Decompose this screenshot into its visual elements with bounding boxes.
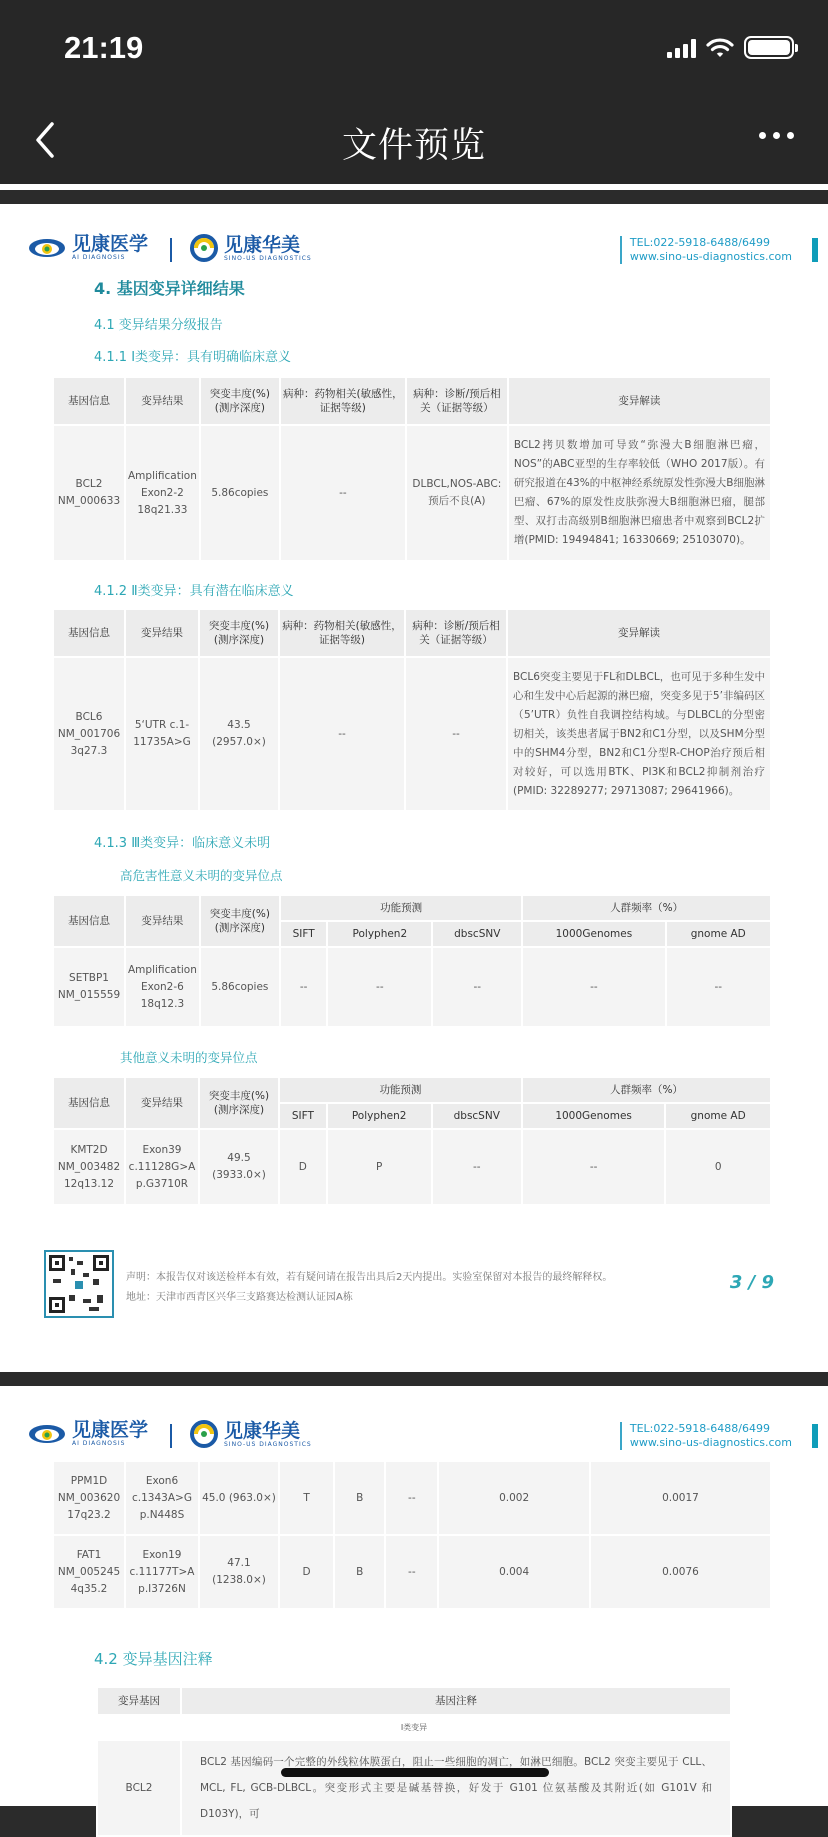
- table-row: [54, 426, 770, 560]
- cell-sift: D: [280, 1130, 326, 1204]
- cell-sift: D: [280, 1536, 333, 1608]
- cell-diag: --: [406, 658, 506, 810]
- cell-poly: P: [328, 1130, 431, 1204]
- class1-subheader: Ⅰ类变异: [98, 1716, 730, 1739]
- footer-statement: 声明：本报告仅对该送检样本有效，若有疑问请在报告出具后2天内提出。实验室保留对本报告的最终解释权。: [126, 1272, 613, 1283]
- cell-1000g: 0.002: [439, 1462, 589, 1534]
- other-label: 其他意义未明的变异位点: [120, 1050, 258, 1065]
- section-heading: 4. 基因变异详细结果: [94, 279, 245, 298]
- status-time: 21:19: [64, 30, 144, 65]
- report-page-3[interactable]: [0, 204, 828, 1372]
- report-header: [28, 1420, 818, 1460]
- cell-dbsc: --: [386, 1462, 437, 1534]
- cell-sift: T: [280, 1462, 333, 1534]
- logo-separator: [170, 1424, 172, 1448]
- cell-freq: 5.86copies: [201, 948, 279, 1026]
- table-row: [54, 1536, 770, 1608]
- col-freq: 突变丰度(%)(测序深度): [200, 610, 278, 656]
- col-diag: 病种：诊断/预后相关（证据等级）: [406, 610, 506, 656]
- logo2-name: 见康华美: [224, 1419, 301, 1442]
- logo-separator: [170, 238, 172, 262]
- table-row: [54, 948, 770, 1026]
- qr-code-icon: [44, 1250, 114, 1318]
- section-4-1-2: 4.1.2 Ⅱ类变异：具有潜在临床意义: [94, 584, 294, 599]
- cell-result: 5‘UTR c.1-11735A>G: [126, 658, 198, 810]
- logo1-name: 见康医学: [72, 1419, 149, 1441]
- col-1000g: 1000Genomes: [523, 1104, 664, 1128]
- cell-anno-gene: BCL2: [98, 1741, 180, 1835]
- cell-interp: BCL2拷贝数增加可导致“弥漫大B细胞淋巴瘤，NOS”的ABC亚型的生存率较低（WHO 2017版）。有研究报道在43%的中枢神经系统原发性弥漫大B细胞淋巴瘤、67%的原发性皮肤弥漫大B细胞淋巴瘤，腿部型、双打击高级别B细胞淋巴瘤患者中观察到BCL2扩增(PMID: 19494841; 16330669; 25103070)。: [509, 426, 770, 560]
- col-pop: 人群频率（%）: [523, 896, 770, 920]
- cell-gene: BCL2 NM_000633: [54, 426, 124, 560]
- cell-result: Exon6 c.1343A>G p.N448S: [126, 1462, 198, 1534]
- cell-diag: DLBCL,NOS-ABC:预后不良(A): [407, 426, 507, 560]
- col-result: 变异结果: [126, 896, 199, 946]
- class1-table: [52, 376, 772, 562]
- cell-gene: KMT2D NM_003482 12q13.12: [54, 1130, 124, 1204]
- logo2-sub: SINO-US DIAGNOSTICS: [224, 1440, 312, 1448]
- col-interp: 变异解读: [508, 610, 770, 656]
- wifi-icon: [706, 37, 734, 59]
- col-result: 变异结果: [126, 1078, 198, 1128]
- swirl-logo-icon: [190, 234, 218, 262]
- col-dbsc: dbscSNV: [433, 922, 521, 946]
- col-freq: 突变丰度(%)(测序深度): [201, 896, 279, 946]
- col-gene: 基因信息: [54, 378, 124, 424]
- signal-icon: [667, 38, 696, 58]
- website: www.sino-us-diagnostics.com: [629, 250, 792, 263]
- cell-poly: B: [335, 1462, 384, 1534]
- col-drug: 病种：药物相关(敏感性，证据等级): [281, 378, 405, 424]
- col-interp: 变异解读: [509, 378, 770, 424]
- col-pop: 人群频率（%）: [523, 1078, 770, 1102]
- col-gene: 基因信息: [54, 1078, 124, 1128]
- cell-gene: PPM1D NM_003620 17q23.2: [54, 1462, 124, 1534]
- home-indicator[interactable]: [281, 1768, 549, 1777]
- cell-gene: BCL6 NM_001706 3q27.3: [54, 658, 124, 810]
- header-accent: [812, 238, 818, 262]
- cell-1000g: --: [523, 948, 664, 1026]
- cell-gnome: 0: [666, 1130, 770, 1204]
- cell-freq: 45.0 (963.0×): [200, 1462, 278, 1534]
- section-4-1-3: 4.1.3 Ⅲ类变异：临床意义未明: [94, 836, 271, 851]
- table-row: [54, 1130, 770, 1204]
- tel: TEL:022-5918-6488/6499: [629, 236, 770, 249]
- col-annotation: 基因注释: [182, 1688, 730, 1714]
- cell-1000g: --: [523, 1130, 664, 1204]
- col-diag: 病种：诊断/预后相关（证据等级）: [407, 378, 507, 424]
- logo1-sub: AI DIAGNOSIS: [72, 1440, 126, 1447]
- col-gnome: gnome AD: [667, 922, 771, 946]
- col-func: 功能预测: [280, 1078, 521, 1102]
- contact-info: [620, 236, 792, 264]
- cell-dbsc: --: [433, 1130, 521, 1204]
- cell-drug: --: [280, 658, 404, 810]
- cell-poly: B: [335, 1536, 384, 1608]
- cell-sift: --: [281, 948, 327, 1026]
- cell-freq: 43.5 (2957.0×): [200, 658, 278, 810]
- table-row: [54, 1462, 770, 1534]
- header-accent: [812, 1424, 818, 1448]
- section-4-1-1: 4.1.1 Ⅰ类变异：具有明确临床意义: [94, 350, 292, 365]
- cell-gnome: 0.0076: [591, 1536, 770, 1608]
- report-header: [28, 234, 818, 274]
- status-icons: [667, 36, 794, 59]
- col-result: 变异结果: [126, 610, 198, 656]
- class2-table: [52, 608, 772, 812]
- cell-result: Amplification Exon2-6 18q12.3: [126, 948, 199, 1026]
- table-row: [54, 658, 770, 810]
- section-4-1: 4.1 变异结果分级报告: [94, 318, 223, 333]
- section-4-2: 4.2 变异基因注释: [94, 1650, 213, 1668]
- page-number: 3 / 9: [729, 1272, 774, 1293]
- logo2-name: 见康华美: [224, 233, 301, 256]
- report-page-4[interactable]: [0, 1386, 828, 1820]
- eye-logo-icon: [28, 235, 66, 261]
- eye-logo-icon: [28, 1421, 66, 1447]
- class3-high-table: [52, 894, 772, 1028]
- cell-freq: 5.86copies: [201, 426, 279, 560]
- col-dbsc: dbscSNV: [433, 1104, 521, 1128]
- more-options-icon[interactable]: [759, 132, 794, 139]
- page-title: 文件预览: [341, 126, 486, 166]
- logo1-sub: AI DIAGNOSIS: [72, 254, 126, 261]
- swirl-logo-icon: [190, 1420, 218, 1448]
- report-footer: [44, 1250, 784, 1320]
- cell-result: Exon39 c.11128G>A p.G3710R: [126, 1130, 198, 1204]
- class3-other-table: [52, 1076, 772, 1206]
- col-poly: Polyphen2: [328, 1104, 431, 1128]
- cell-freq: 47.1 (1238.0×): [200, 1536, 278, 1608]
- cell-gene: FAT1 NM_005245 4q35.2: [54, 1536, 124, 1608]
- col-sift: SIFT: [280, 1104, 326, 1128]
- cell-gnome: 0.0017: [591, 1462, 770, 1534]
- logo1-name: 见康医学: [72, 233, 149, 255]
- cell-freq: 49.5 (3933.0×): [200, 1130, 278, 1204]
- col-freq: 突变丰度(%)(测序深度): [201, 378, 279, 424]
- col-poly: Polyphen2: [328, 922, 431, 946]
- col-gene: 基因信息: [54, 896, 124, 946]
- col-variant-gene: 变异基因: [98, 1688, 180, 1714]
- footer-address: 地址：天津市西青区兴华三支路赛达检测认证园A栋: [126, 1292, 353, 1303]
- cell-result: Exon19 c.11177T>A p.I3726N: [126, 1536, 198, 1608]
- logo-sinous: [190, 1420, 312, 1448]
- col-freq: 突变丰度(%)(测序深度): [200, 1078, 278, 1128]
- gene-annotation-table: [96, 1686, 732, 1837]
- cell-1000g: 0.004: [439, 1536, 589, 1608]
- cell-poly: --: [328, 948, 431, 1026]
- top-bar: [0, 0, 828, 184]
- col-gnome: gnome AD: [666, 1104, 770, 1128]
- logo2-sub: SINO-US DIAGNOSTICS: [224, 254, 312, 262]
- cell-drug: --: [281, 426, 405, 560]
- cell-gene: SETBP1 NM_015559: [54, 948, 124, 1026]
- logo-aidiagnosis: [28, 234, 148, 261]
- col-drug: 病种：药物相关(敏感性，证据等级): [280, 610, 404, 656]
- website: www.sino-us-diagnostics.com: [629, 1436, 792, 1449]
- logo-aidiagnosis: [28, 1420, 148, 1447]
- col-gene: 基因信息: [54, 610, 124, 656]
- cell-dbsc: --: [433, 948, 521, 1026]
- logo-sinous: [190, 234, 312, 262]
- battery-icon: [744, 36, 794, 59]
- tel: TEL:022-5918-6488/6499: [629, 1422, 770, 1435]
- divider: [0, 184, 828, 190]
- col-1000g: 1000Genomes: [523, 922, 664, 946]
- col-func: 功能预测: [281, 896, 521, 920]
- cell-interp: BCL6突变主要见于FL和DLBCL，也可见于多种生发中心和生发中心后起源的淋巴瘤，突变多见于5’非编码区（5’UTR）负性自我调控结构域。与DLBCL的分型密切相关，该类患者属于BN2和C1分型，以及SHM分型中的SHM4分型，BN2和C1分型R-CHOP治疗预后相对较好，可以选用BTK、PI3K和BCL2抑制剂治疗(PMID: 32289277; 29713087; 29641966)。: [508, 658, 770, 810]
- col-sift: SIFT: [281, 922, 327, 946]
- table-row: [98, 1741, 730, 1835]
- cell-anno-text: BCL2 基因编码一个完整的外线粒体膜蛋白，阻止一些细胞的凋亡，如淋巴细胞。BCL2 突变主要见于 CLL、MCL, FL, GCB-DLBCL。突变形式主要是碱基替换，好发于 G101 位氨基酸及其附近(如 G101V 和 D103Y)，可: [182, 1741, 730, 1835]
- contact-info: [620, 1422, 792, 1450]
- high-risk-label: 高危害性意义未明的变异位点: [120, 868, 283, 883]
- continued-variant-table: [52, 1460, 772, 1610]
- cell-gnome: --: [667, 948, 771, 1026]
- cell-result: Amplification Exon2-2 18q21.33: [126, 426, 199, 560]
- cell-dbsc: --: [386, 1536, 437, 1608]
- col-result: 变异结果: [126, 378, 199, 424]
